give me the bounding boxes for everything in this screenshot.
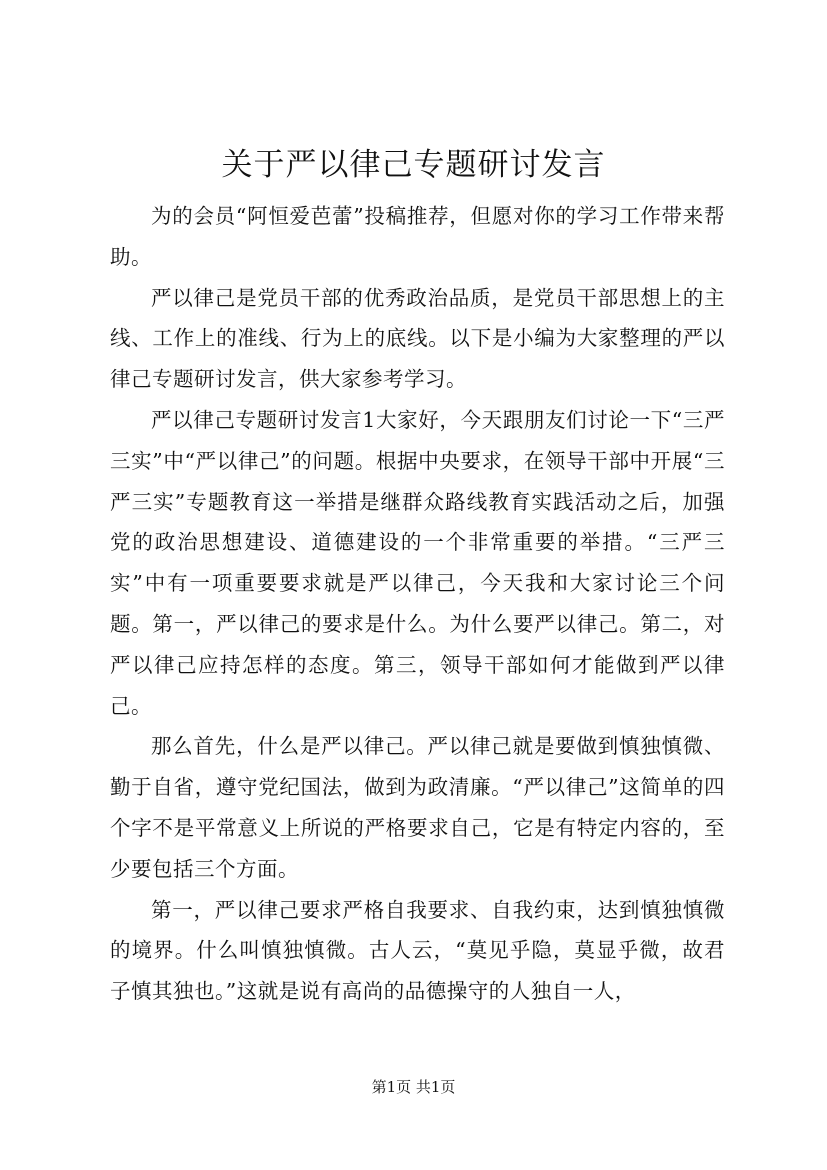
document-title: 关于严以律己专题研讨发言 — [221, 147, 606, 183]
paragraph-first-point: 第一，严以律己要求严格自我要求、自我约束，达到慎独慎微的境界。什么叫慎独慎微。古人云，“莫见乎隐，莫显乎微，故君子慎其独也。”这就是说有高尚的品德操守的人独自一人， — [110, 897, 725, 1004]
paragraph-speech-opening: 严以律己专题研讨发言1大家好，今天跟朋友们讨论一下“三严三实”中“严以律己”的问题。根据中央要求，在领导干部中开展“三严三实”专题教育这一举措是继群众路线教育实践活动之后，加强党的政治思想建设、道德建设的一个非常重要的举措。“三严三实”中有一项重要要求就是严以律己，今天我和大家讨论三个问题。第一，严以律己的要求是什么。为什么要严以律己。第二，对严以律己应持怎样的态度。第三，领导干部如何才能做到严以律己。 — [110, 407, 725, 718]
document-body — [110, 196, 725, 1012]
paragraph-intro: 为的会员“阿恒爱芭蕾”投稿推荐，但愿对你的学习工作带来帮助。 — [110, 204, 725, 269]
paragraph-definition: 那么首先，什么是严以律己。严以律己就是要做到慎独慎微、勤于自省，遵守党纪国法，做到为政清廉。“严以律己”这简单的四个字不是平常意义上所说的严格要求自己，它是有特定内容的，至少要包括三个方面。 — [110, 734, 725, 881]
paragraph-summary: 严以律己是党员干部的优秀政治品质，是党员干部思想上的主线、工作上的准线、行为上的底线。以下是小编为大家整理的严以律己专题研讨发言，供大家参考学习。 — [110, 285, 725, 392]
page-footer: 第1页 共1页 — [371, 1078, 456, 1096]
